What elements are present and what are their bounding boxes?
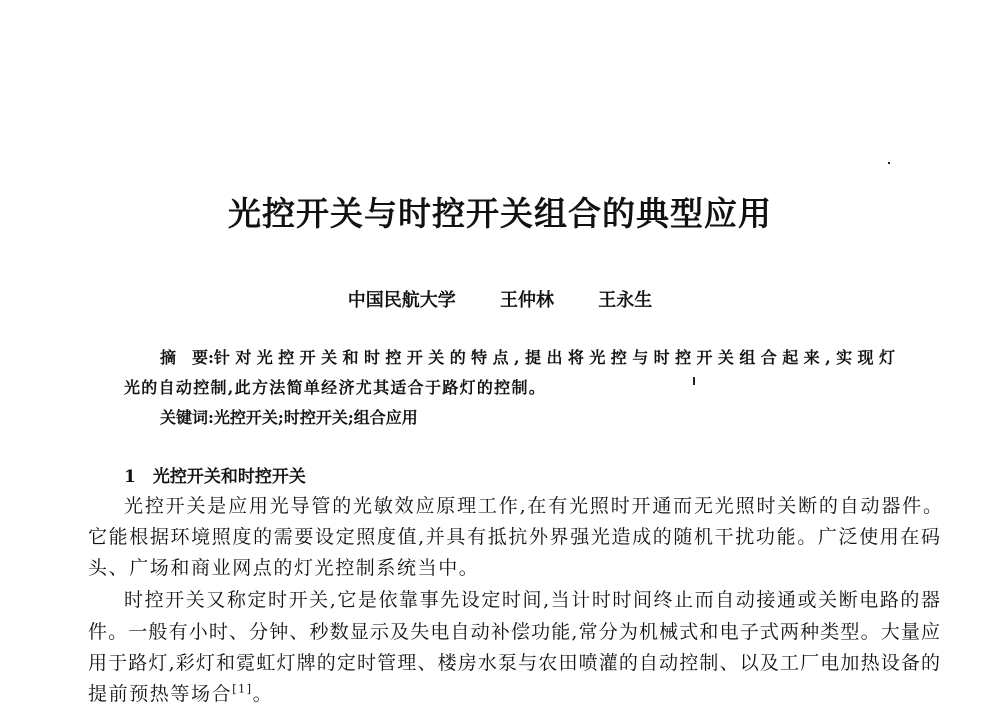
paragraph-line: 用于路灯,彩灯和霓虹灯牌的定时管理、楼房水泵与农田喷灌的自动控制、以及工厂电加热设备的	[88, 652, 940, 674]
paper-title: 光控开关与时控开关组合的典型应用	[228, 194, 772, 233]
paragraph-line: 头、广场和商业网点的灯光控制系统当中。	[88, 557, 480, 579]
author-name: 王仲林	[500, 290, 554, 311]
paragraph-line: 光控开关是应用光导管的光敏效应原理工作,在有光照时开通而无光照时关断的自动器件。	[124, 495, 942, 517]
paragraph-line	[88, 679, 273, 706]
paragraph-end: 。	[252, 683, 274, 705]
citation: [1]	[232, 682, 253, 696]
affiliation: 中国民航大学	[347, 290, 456, 311]
paragraph-line: 件。一般有小时、分钟、秒数显示及失电自动补偿功能,常分为机械式和电子式两种类型。大量应	[88, 621, 940, 643]
section-heading: 1 光控开关和时控开关	[124, 467, 306, 487]
scan-speck	[888, 162, 890, 164]
scan-speck	[693, 377, 695, 385]
paragraph-text: 提前预热等场合	[88, 683, 233, 705]
keywords-label: 关键词:	[160, 408, 214, 427]
abstract-text: 针对光控开关和时控开关的特点,提出将光控与时控开关组合起来,实现灯	[213, 348, 895, 367]
abstract-line	[160, 345, 895, 368]
keywords	[160, 405, 418, 428]
abstract-label: 摘 要:	[160, 348, 214, 367]
authors	[0, 286, 1000, 312]
paragraph-line: 时控开关又称定时开关,它是依靠事先设定时间,当计时时间终止而自动接通或关断电路的器	[124, 589, 940, 611]
paragraph-line: 它能根据环境照度的需要设定照度值,并具有抵抗外界强光造成的随机干扰功能。广泛使用在码	[88, 526, 940, 548]
keywords-text: 光控开关;时控开关;组合应用	[213, 408, 418, 427]
abstract-line: 光的自动控制,此方法简单经济尤其适合于路灯的控制。	[124, 378, 547, 397]
author-name: 王永生	[598, 290, 653, 311]
